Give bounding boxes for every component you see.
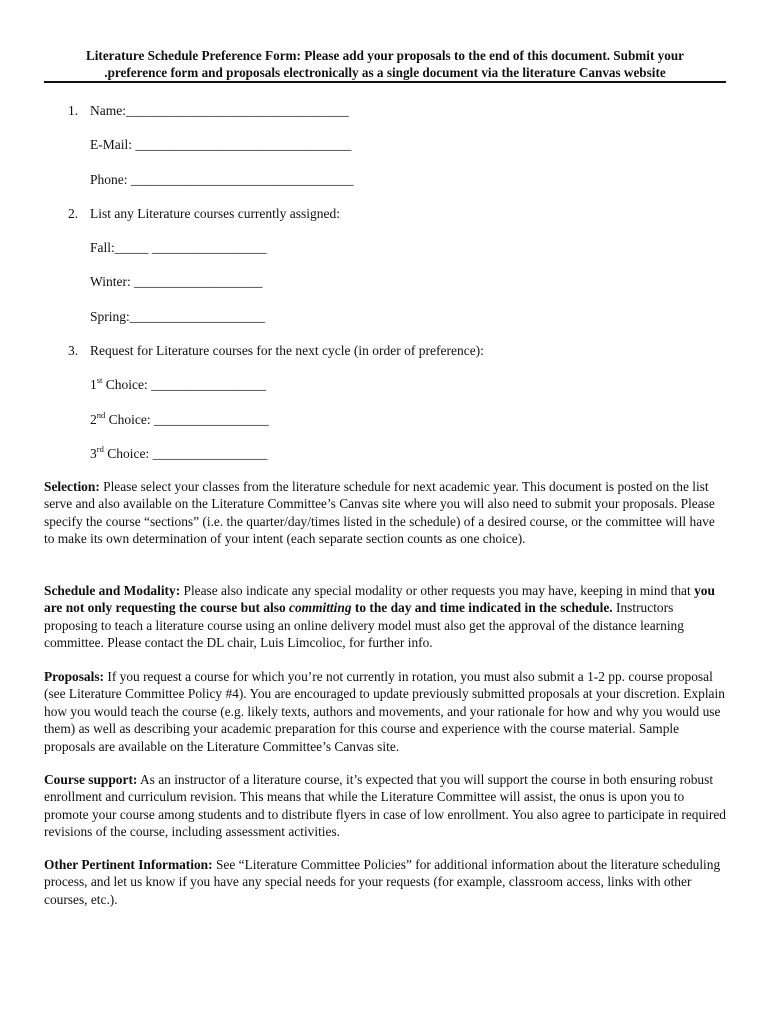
item-number: 3.: [68, 343, 79, 358]
proposals-heading: Proposals:: [44, 669, 105, 684]
choice-ordinal: 3: [90, 446, 97, 461]
item-number: 1.: [68, 103, 79, 118]
course-support-paragraph: [44, 771, 728, 841]
second-choice-blank[interactable]: _________________: [150, 412, 269, 427]
spring-blank[interactable]: ____________________: [129, 309, 265, 324]
item-3-prompt: Request for Literature courses for the next cycle (in order of preference):: [90, 343, 484, 358]
schedule-text-2: Instructors proposing to teach a literature course using an online delivery model must also get the approval of the distance learning committee. Please contact the DL chair, Luis Limcolioc, for further info.: [44, 600, 684, 651]
winter-blank[interactable]: ___________________: [130, 274, 263, 289]
support-text: As an instructor of a literature course, it’s expected that you will support the course in both ensuring robust enrollment and curriculum revision. This means that while the Literature Committee will assist, the onus is upon you to promote your course among students and to distribute flyers in case of low enrollment. You also agree to participate in required revisions of the course, including assessment activities.: [44, 772, 727, 840]
choice-ordinal: 2: [90, 412, 97, 427]
schedule-bold-2: to the day and time indicated in the schedule.: [351, 600, 613, 616]
form-title: [44, 47, 726, 81]
proposals-text: If you request a course for which you’re not currently in rotation, you must also submit a 1-2 pp. course proposal (see Literature Committee Policy #4). You are encouraged to update previously submitted proposals at your discretion. Explain how you would teach the course (e.g. likely texts, authors and movements, and your rationale for how and why you would use them) as well as describing your academic preparation for this course and experience with the course material. Sample proposals are available on the Literature Committee’s Canvas site.: [44, 669, 725, 754]
email-blank[interactable]: ________________________________: [132, 137, 352, 152]
title-line-1: Literature Schedule Preference Form: Please add your proposals to the end of this document. Submit your: [85, 48, 685, 63]
phone-label: Phone:: [90, 172, 128, 187]
choice-ordinal-suffix: st: [96, 374, 103, 385]
choice-ordinal-suffix: nd: [96, 409, 106, 420]
selection-heading: Selection:: [44, 479, 100, 494]
schedule-modality-paragraph: [44, 582, 728, 652]
item-2-prompt: List any Literature courses currently assigned:: [90, 206, 341, 221]
title-line-2: .preference form and proposals electronically as a single document via the literature Canvas website: [104, 65, 666, 80]
choice-ordinal: 1: [90, 377, 97, 392]
choice-label: Choice:: [102, 377, 148, 392]
choice-label: Choice:: [103, 446, 150, 461]
proposals-paragraph: [44, 668, 728, 755]
selection-text: Please select your classes from the literature schedule for next academic year. This document is posted on the list serve and also available on the Literature Committee’s Canvas site where you will also need to submit your proposals. Please specify the course “sections” (i.e. the quarter/day/times listed in the schedule) of a desired course, or the committee will have to make its own determination of your intent (each separate section counts as one choice).: [44, 479, 715, 547]
choice-label: Choice:: [105, 412, 151, 427]
name-blank[interactable]: _________________________________: [126, 103, 349, 118]
other-heading: Other Pertinent Information:: [44, 857, 213, 872]
title-divider: [44, 81, 726, 83]
phone-blank[interactable]: _________________________________: [127, 172, 354, 187]
other-text: See “Literature Committee Policies” for additional information about the literature scheduling process, and let us know if you have any special needs for your requests (for example, classroom access, links with other courses, etc.).: [44, 857, 721, 907]
email-label: E-Mail:: [90, 137, 132, 152]
schedule-bold-1: you are not only requesting the course but also: [44, 583, 715, 616]
schedule-bold-italic: committing: [289, 600, 352, 616]
selection-paragraph: [44, 478, 728, 548]
choice-ordinal-suffix: rd: [96, 443, 104, 454]
other-info-paragraph: [44, 856, 728, 908]
support-heading: Course support:: [44, 772, 138, 787]
spring-label: Spring:: [90, 309, 130, 324]
winter-label: Winter:: [90, 274, 131, 289]
third-choice-blank[interactable]: _________________: [149, 446, 268, 461]
name-label: Name:: [90, 103, 126, 118]
fall-blank[interactable]: _____ _________________: [114, 240, 267, 255]
fall-label: Fall:: [90, 240, 115, 255]
first-choice-blank[interactable]: _________________: [147, 377, 266, 392]
schedule-text-1: Please also indicate any special modality or other requests you may have, keeping in mind that: [180, 583, 695, 598]
item-number: 2.: [68, 206, 79, 221]
schedule-heading: Schedule and Modality:: [44, 583, 181, 598]
